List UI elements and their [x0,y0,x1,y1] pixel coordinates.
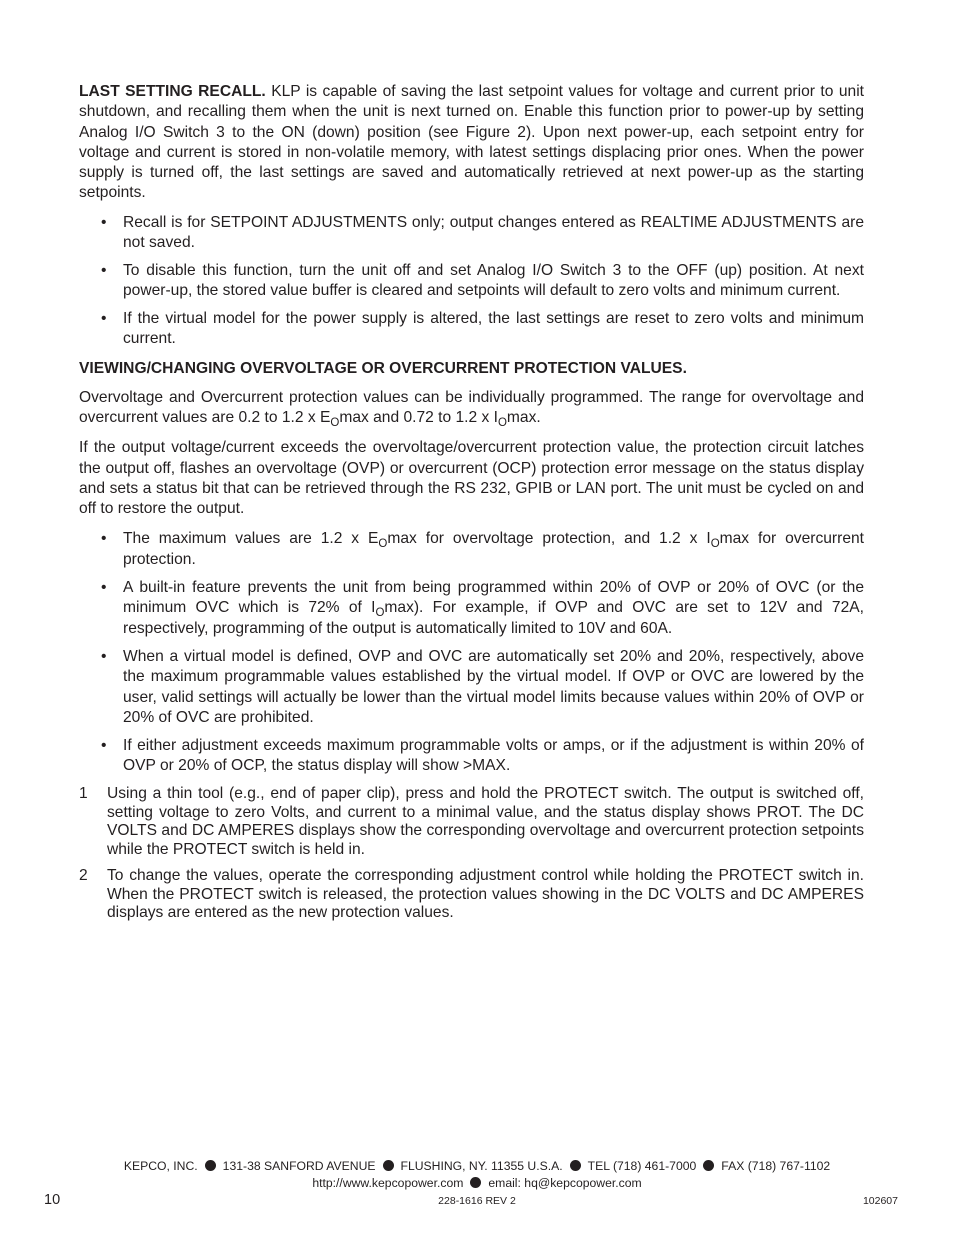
footer-city: FLUSHING, NY. 11355 U.S.A. [400,1159,563,1173]
bullet-glyph: • [101,213,107,231]
list-item: • Recall is for SETPOINT ADJUSTMENTS only; output changes entered as REALTIME ADJUSTMENTS are not saved. [101,213,864,252]
bullet-glyph: • [101,261,107,279]
step-number: 1 [79,785,88,803]
document-id: 228-1616 REV 2 [438,1195,516,1207]
document-body [79,82,864,931]
bullet-dot-icon [470,1177,481,1188]
step-number: 2 [79,867,88,885]
bullet-dot-icon [570,1160,581,1171]
recall-bullet-list [79,213,864,350]
list-item: • To disable this function, turn the unit off and set Analog I/O Switch 3 to the OFF (up) position. At next power-up, the stored value buffer is cleared and setpoints will default to zero volts and minimum current. [101,261,864,300]
bullet-glyph: • [101,736,107,754]
list-item: • A built-in feature prevents the unit from being programmed within 20% of OVP or 20% of OVC (or the minimum OVC which is 72% of $I_O\max$). For example, if OVP and OVC are set to 12V and 72A, respectively, programming of the output is automatically limited to 10V and 60A. [101,578,864,638]
recall-lead: LAST SETTING RECALL. [79,83,266,100]
date-code: 102607 [862,1195,898,1207]
protection-bullet-list [79,529,864,777]
list-item: • If the virtual model for the power supply is altered, the last settings are reset to zero volts and minimum current. [101,309,864,348]
procedure-step: 1 Using a thin tool (e.g., end of paper clip), press and hold the PROTECT switch. The output is switched off, setting voltage to zero Volts, and current to a minimal value, and the status display shows PROT. The DC VOLTS and DC AMPERES displays show the corresponding overvoltage and overcurrent protection setpoints while the PROTECT switch is held in. [79,785,864,858]
protection-heading: VIEWING/CHANGING OVERVOLTAGE OR OVERCURRENT PROTECTION VALUES. [79,359,687,377]
bullet-glyph: • [101,578,107,596]
bullet-dot-icon [383,1160,394,1171]
footer-web-link[interactable]: http://www.kepcopower.com [312,1175,464,1190]
list-item: • If either adjustment exceeds maximum programmable volts or amps, or if the adjustment is within 20% of OVP or 20% of OCP, the status display will show >MAX. [101,736,864,775]
protection-latch-paragraph: If the output voltage/current exceeds the overvoltage/overcurrent protection value, the protection circuit latches the output off, flashes an overvoltage (OVP) or overcurrent (OCP) protection error message on the status display and sets a status bit that can be retrieved through the RS 232, GPIB or LAN port. The unit must be cycled on and off to restore the output. [79,439,864,518]
bullet-glyph: • [101,309,107,327]
bullet-dot-icon [205,1160,216,1171]
recall-paragraph [79,82,864,204]
page-number: 10 [44,1192,61,1208]
page-footer [0,1158,954,1191]
footer-fax: FAX (718) 767-1102 [721,1159,831,1173]
footer-address-line [0,1158,954,1175]
protection-range-paragraph: Overvoltage and Overcurrent protection values can be individually programmed. The range for overvoltage and overcurrent values are 0.2 to 1.2 x $E_O\max$ and 0.72 to 1.2 x $I_O\max$. [79,388,864,430]
list-item: • The maximum values are 1.2 x $E_O\max$ for overvoltage protection, and 1.2 x $I_O\max$ for overcurrent protection. [101,529,864,568]
footer-contact-line [0,1175,954,1192]
bullet-dot-icon [703,1160,714,1171]
footer-company: KEPCO, INC. [123,1159,198,1173]
bullet-glyph: • [101,529,107,547]
procedure-steps [79,785,864,923]
footer-address: 131-38 SANFORD AVENUE [222,1159,376,1173]
recall-text: KLP is capable of saving the last setpoint values for voltage and current prior to unit shutdown, and recalling them when the unit is next turned on. Enable this function prior to power-up by setting Analog I/O Switch 3 to the ON (down) position (see Figure 2). Upon next power-up, each setpoint entry for voltage and current is stored in non-volatile memory, with latest settings displacing prior ones. When the power supply is turned off, the last settings are saved and automatically retrieved at next power-up as the starting setpoints. [79,83,864,202]
procedure-step: 2 To change the values, operate the corresponding adjustment control while holding the PROTECT switch in. When the PROTECT switch is released, the protection values showing in the DC VOLTS and DC AMPERES displays are entered as the new protection values. [79,867,864,922]
footer-tel: TEL (718) 461-7000 [587,1159,697,1173]
list-item: • When a virtual model is defined, OVP and OVC are automatically set 20% and 20%, respectively, above the maximum programmable values established by the virtual model. If OVP or OVC are lowered by the user, valid settings will actually be lower than the virtual model limits because values within 20% of OVP or 20% of OVC are prohibited. [101,648,864,727]
footer-email[interactable]: email: hq@kepcopower.com [488,1175,642,1190]
bullet-glyph: • [101,648,107,666]
